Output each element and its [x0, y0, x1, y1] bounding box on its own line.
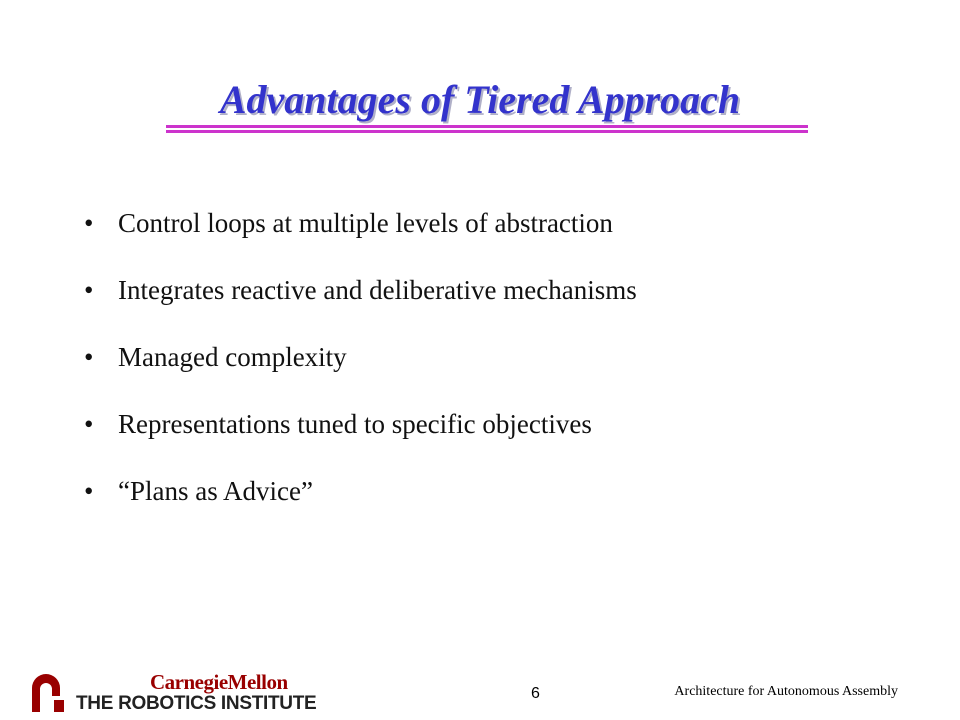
bullet-dot: • [84, 208, 94, 238]
logo-carnegie-mellon: CarnegieMellon [150, 670, 288, 694]
footer-caption: Architecture for Autonomous Assembly [674, 684, 898, 699]
bullet-text: Representations tuned to specific objectives [118, 409, 592, 439]
cmu-robotics-logo [30, 670, 317, 716]
bullet-dot: • [84, 476, 94, 506]
robotics-institute-arch-icon [30, 674, 66, 712]
bullet-text: Integrates reactive and deliberative mechanisms [118, 275, 637, 305]
title-underline-top [166, 125, 808, 128]
bullet-text: Control loops at multiple levels of abstraction [118, 208, 613, 238]
bullet-item [84, 338, 637, 405]
page-number: 6 [531, 685, 540, 702]
logo-robotics-institute: THE ROBOTICS INSTITUTE [76, 693, 317, 714]
title-underline [166, 125, 808, 134]
bullet-text: Managed complexity [118, 342, 347, 372]
bullet-item [84, 271, 637, 338]
bullet-item [84, 204, 637, 271]
bullet-text: “Plans as Advice” [118, 476, 313, 506]
bullet-dot: • [84, 342, 94, 372]
bullet-list [84, 204, 637, 539]
title-underline-bottom [166, 130, 808, 133]
bullet-dot: • [84, 275, 94, 305]
slide-title: Advantages of Tiered Approach [219, 77, 741, 122]
bullet-dot: • [84, 409, 94, 439]
bullet-item [84, 405, 637, 472]
bullet-item [84, 472, 637, 539]
